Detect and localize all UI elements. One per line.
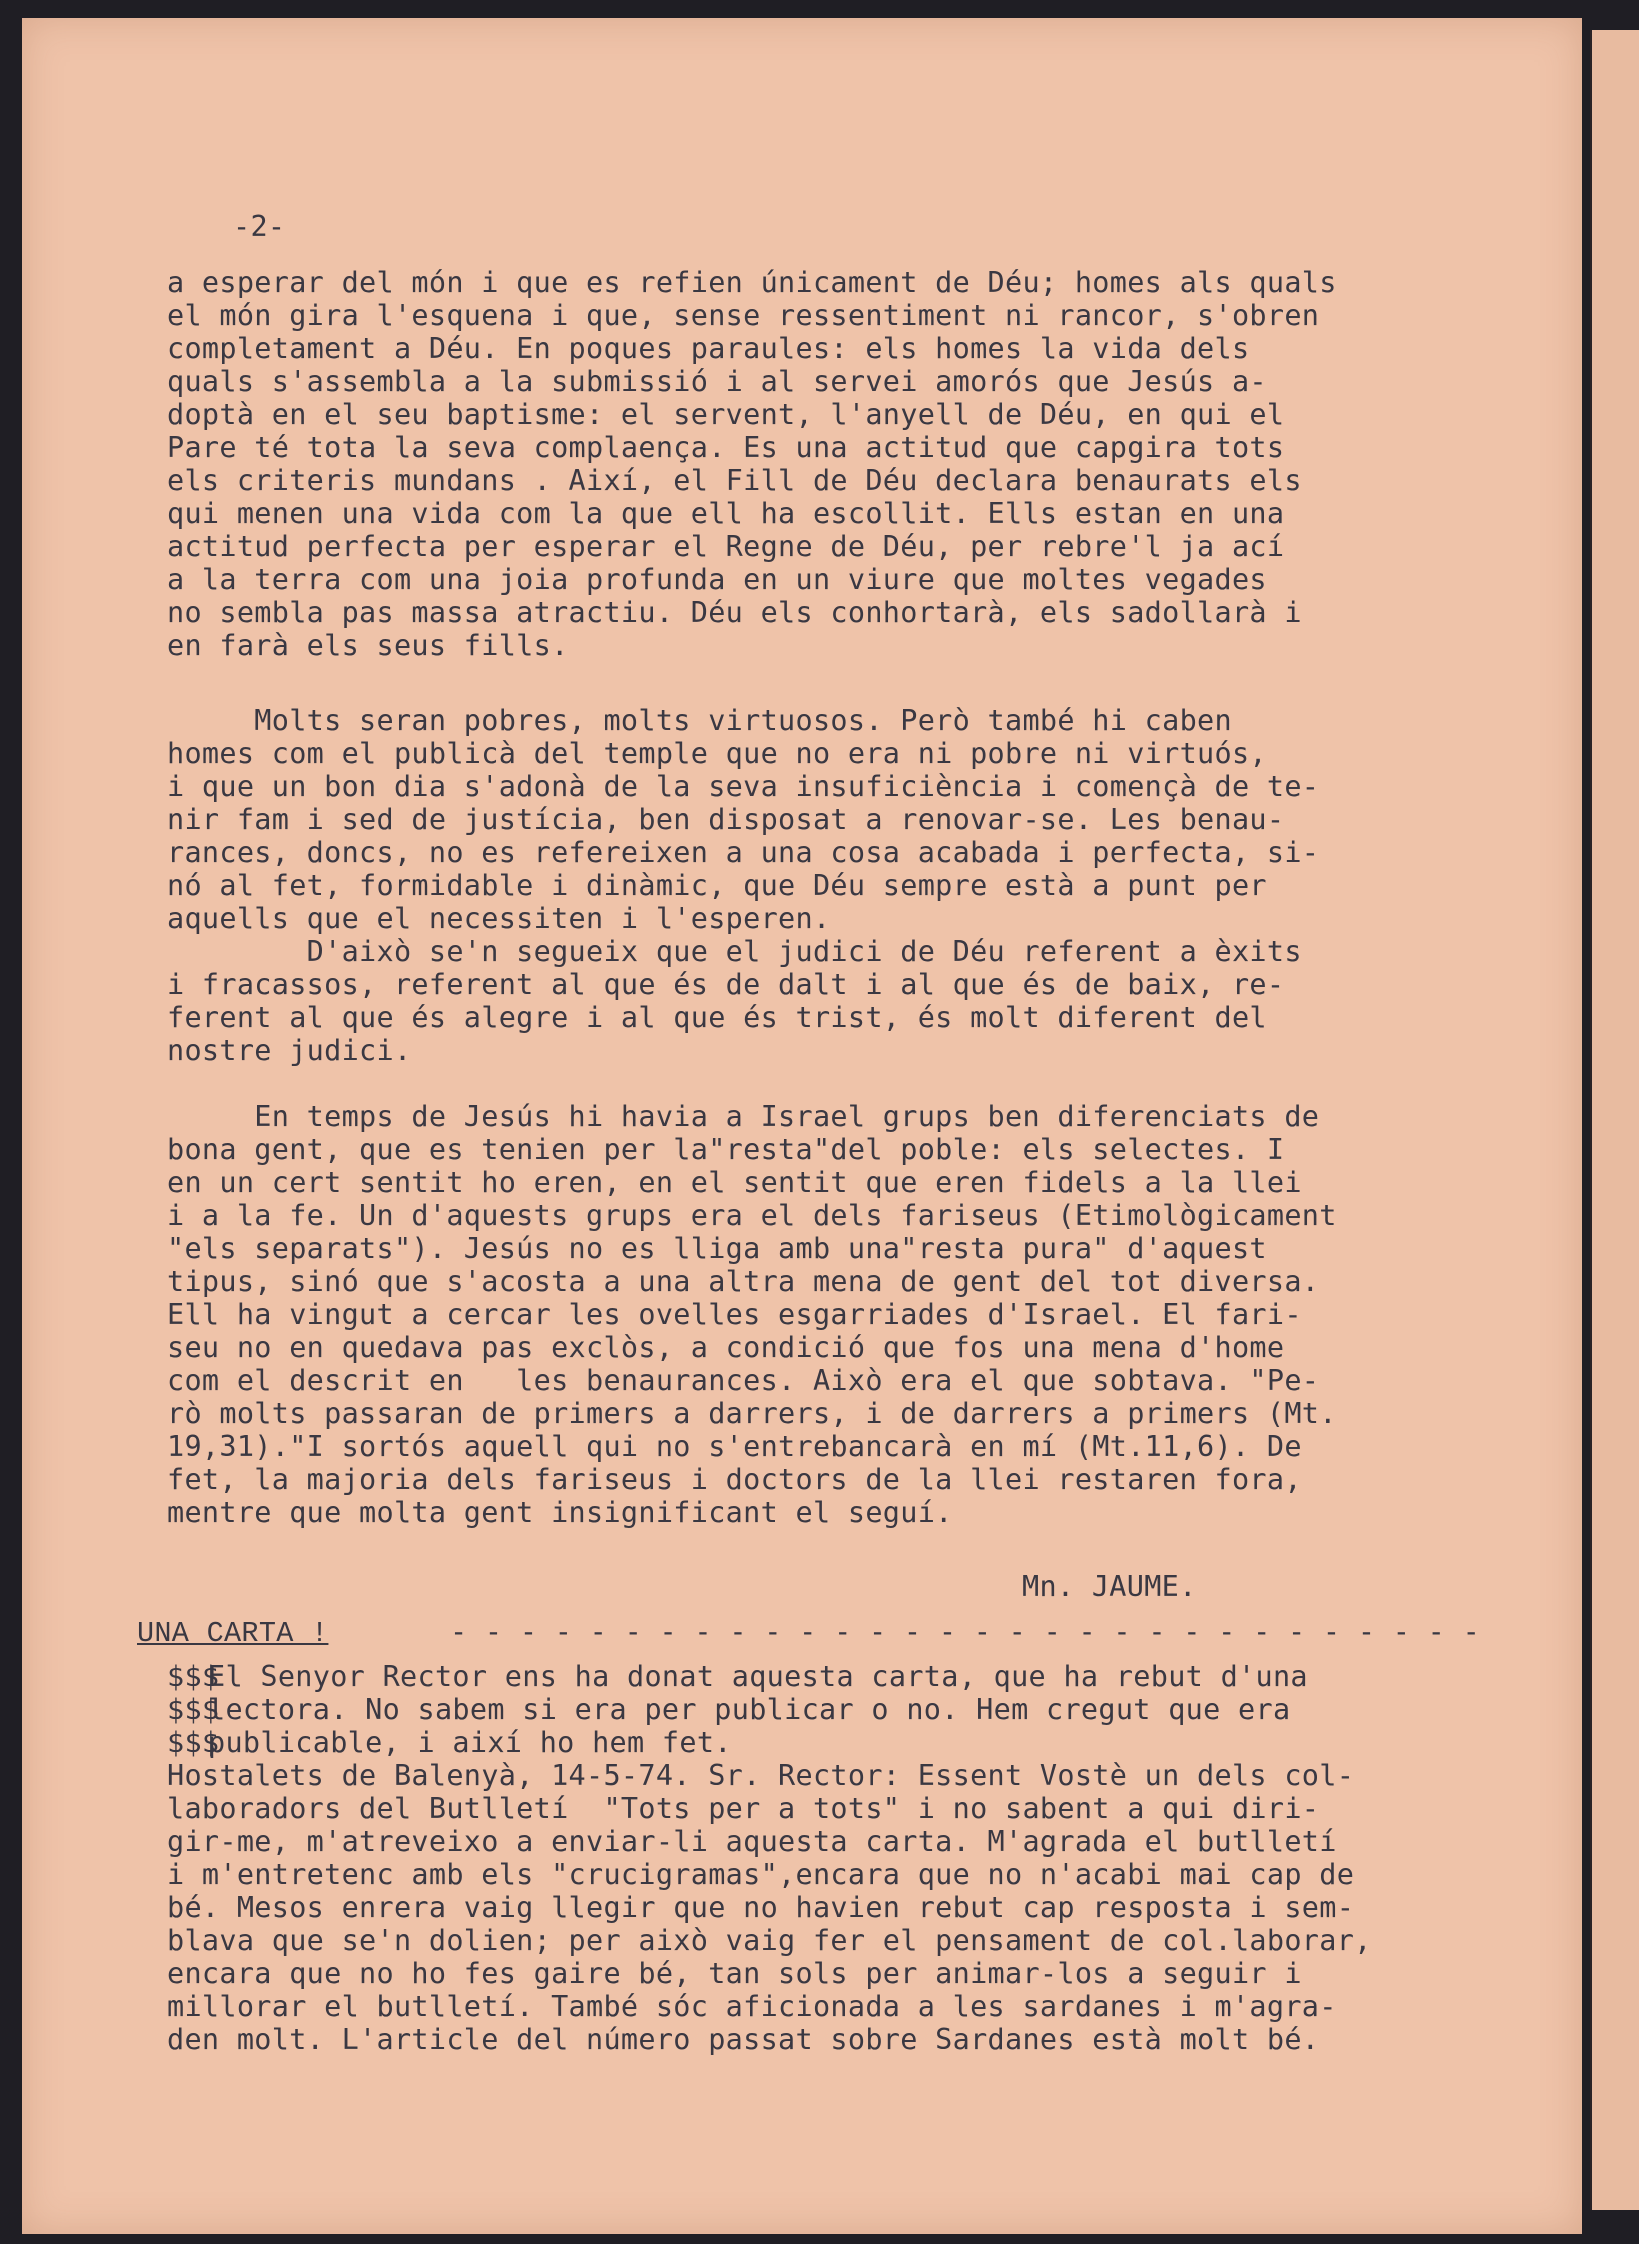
section-heading [137, 1615, 328, 1650]
letter-intro: El Senyor Rector ens ha donat aquesta carta, que ha rebut d'una lectora. No sabem si era per publicar o no. Hem cregut que era publicable, i així ho hem fet. [208, 1660, 1308, 1759]
article-paragraph-2: Molts seran pobres, molts virtuosos. Però també hi caben homes com el publicà del temple que no era ni pobre ni virtuós, i que un bon dia s'adonà de la seva insuficiència i començà de te- nir fam i sed de justícia, ben disposat a renovar-se. Les benau- rances, doncs, no es refereixen a una cosa acabada i perfecta, si- nó al fet, formidable i dinàmic, que Déu sempre està a punt per aquells que el necessiten i l'esperen. D'això se'n segueix que el judici de Déu referent a èxits i fracassos, referent al que és de dalt i al que és de baix, re- ferent al que és alegre i al que és trist, és molt diferent del nostre judici. [167, 704, 1320, 1067]
adjacent-page-edge [1590, 30, 1639, 2210]
article-paragraph-3: En temps de Jesús hi havia a Israel grups ben diferenciats de bona gent, que es tenien per la"resta"del poble: els selectes. I en un cert sentit ho eren, en el sentit que eren fidels a la llei i a la fe. Un d'aquests grups era el dels fariseus (Etimològicament "els separats"). Jesús no es lliga amb una"resta pura" d'aquest tipus, sinó que s'acosta a una altra mena de gent del tot diversa. Ell ha vingut a cercar les ovelles esgarriades d'Israel. El fari- seu no en quedava pas exclòs, a condició que fos una mena d'home com el descrit en les benaurances. Això era el que sobtava. "Pe- rò molts passaran de primers a darrers, i de darrers a primers (Mt. 19,31)."I sortós aquell qui no s'entrebancarà en mí (Mt.11,6). De fet, la majoria dels fariseus i doctors de la llei restaren fora, mentre que molta gent insignificant el seguí. [167, 1100, 1337, 1529]
section-separator: - - - - - - - - - - - - - - - - - - - - - - - - - - - - - - [450, 1615, 1481, 1648]
article-paragraph-1: a esperar del món i que es refien únicament de Déu; homes als quals el món gira l'esquena i que, sense ressentiment ni rancor, s'obren completament a Déu. En poques paraules: els homes la vida dels quals s'assembla a la submissió i al servei amorós que Jesús a- doptà en el seu baptisme: el servent, l'anyell de Déu, en qui el Pare té tota la seva complaença. Es una actitud que capgira tots els criteris mundans . Així, el Fill de Déu declara benaurats els qui menen una vida com la que ell ha escollit. Ells estan en una actitud perfecta per esperar el Regne de Déu, per rebre'l ja ací a la terra com una joia profunda en un viure que moltes vegades no sembla pas massa atractiu. Déu els conhortarà, els sadollarà i en farà els seus fills. [167, 266, 1337, 662]
section-title: UNA CARTA ! [137, 1617, 329, 1650]
page-number: -2- [233, 210, 286, 243]
dollar-marks: $$$ $$$ $$$ [167, 1660, 220, 1759]
author-signature: Mn. JAUME. [1022, 1570, 1197, 1603]
letter-body: Hostalets de Balenyà, 14-5-74. Sr. Rector: Essent Vostè un dels col- laboradors del Butlletí "Tots per a tots" i no sabent a qui diri- gir-me, m'atreveixo a enviar-li aquesta carta. M'agrada el butlletí i m'entretenc amb els "crucigramas",encara que no n'acabi mai cap de bé. Mesos enrera vaig llegir que no havien rebut cap resposta i sem- blava que se'n dolien; per això vaig fer el pensament de col.laborar, encara que no ho fes gaire bé, tan sols per animar-los a seguir i millorar el butlletí. També sóc aficionada a les sardanes i m'agra- den molt. L'article del número passat sobre Sardanes està molt bé. [167, 1759, 1372, 2056]
